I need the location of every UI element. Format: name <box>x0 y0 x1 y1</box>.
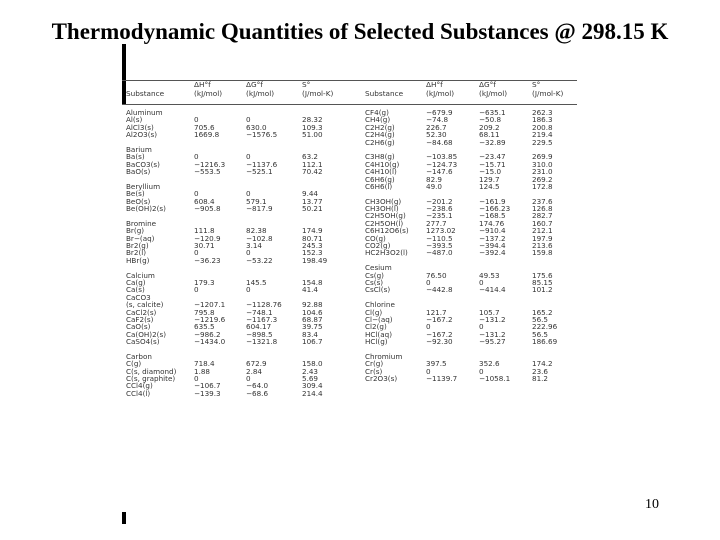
substance-cell: CaO(s) <box>126 322 151 332</box>
substance-cell: Cl(g) <box>365 307 383 317</box>
header-dgf-left: ΔG°f (kJ/mol) <box>246 80 275 98</box>
substance-cell: Chromium <box>365 351 403 361</box>
dhf-cell: −986.2 <box>194 329 221 339</box>
entropy-cell: 126.8 <box>532 204 553 214</box>
table-row <box>122 109 577 116</box>
dgf-cell: −50.8 <box>479 115 502 125</box>
entropy-cell: 92.88 <box>302 300 323 310</box>
table-row <box>122 264 577 271</box>
dhf-cell: −238.6 <box>426 204 453 214</box>
dhf-cell: −124.73 <box>426 159 458 169</box>
dgf-cell: −817.9 <box>246 204 273 214</box>
entropy-cell: 159.8 <box>532 248 553 258</box>
entropy-cell: 9.44 <box>302 189 319 199</box>
substance-cell: C(s, diamond) <box>126 366 177 376</box>
substance-cell: C4H10(g) <box>365 159 400 169</box>
entropy-cell: 174.2 <box>532 359 553 369</box>
table-row <box>122 331 577 338</box>
dgf-cell: −392.4 <box>479 248 506 258</box>
dgf-cell: 0 <box>246 285 251 295</box>
table-row <box>122 242 577 249</box>
dhf-cell: 397.5 <box>426 359 447 369</box>
dhf-cell: −235.1 <box>426 211 453 221</box>
dgf-cell: −1576.5 <box>246 130 278 140</box>
substance-cell: HC2H3O2(l) <box>365 248 408 258</box>
dgf-cell: −161.9 <box>479 196 506 206</box>
dhf-cell: −1216.3 <box>194 159 226 169</box>
entropy-cell: 63.2 <box>302 152 319 162</box>
right-table-body <box>122 109 577 382</box>
substance-cell: C(s, graphite) <box>126 374 176 384</box>
table-row <box>122 353 577 360</box>
table-row <box>122 190 577 197</box>
dhf-cell: −553.5 <box>194 167 221 177</box>
dgf-cell: 3.14 <box>246 241 263 251</box>
substance-cell: C3H8(g) <box>365 152 395 162</box>
dhf-cell: −1219.6 <box>194 314 226 324</box>
dgf-cell: −898.5 <box>246 329 273 339</box>
substance-cell: Br−(aq) <box>126 233 155 243</box>
dgf-cell: 209.2 <box>479 122 500 132</box>
table-row <box>122 249 577 256</box>
dhf-cell: −139.3 <box>194 388 221 398</box>
table-row <box>122 153 577 160</box>
entropy-cell: 13.77 <box>302 196 323 206</box>
dhf-cell: 1669.8 <box>194 130 220 140</box>
substance-cell: CaCO3 <box>126 292 151 302</box>
dgf-cell: 672.9 <box>246 359 267 369</box>
dhf-cell: 0 <box>426 322 431 332</box>
substance-cell: CO(g) <box>365 233 386 243</box>
table-row <box>122 382 577 389</box>
substance-cell: Cesium <box>365 263 392 273</box>
header-s-left: S° (J/mol-K) <box>302 80 334 98</box>
substance-cell: C2H5OH(l) <box>365 218 404 228</box>
entropy-cell: 109.3 <box>302 122 323 132</box>
dhf-cell: −106.7 <box>194 381 221 391</box>
substance-cell: Cr(g) <box>365 359 384 369</box>
entropy-cell: 282.7 <box>532 211 553 221</box>
table-row <box>122 279 577 286</box>
substance-cell: CaCl2(s) <box>126 307 157 317</box>
dhf-cell: −201.2 <box>426 196 453 206</box>
bottom-edge-mark <box>122 512 126 524</box>
dhf-cell: 0 <box>194 248 199 258</box>
entropy-cell: 186.69 <box>532 337 558 347</box>
entropy-cell: 213.6 <box>532 241 553 251</box>
substance-cell: CsCl(s) <box>365 285 391 295</box>
dgf-cell: 0 <box>246 374 251 384</box>
table-top-rule <box>122 80 577 81</box>
dgf-cell: 0 <box>246 248 251 258</box>
header-substance-right: Substance <box>365 89 404 98</box>
substance-cell: Aluminum <box>126 108 163 117</box>
scanned-table <box>122 80 577 500</box>
dgf-cell: 124.5 <box>479 181 500 191</box>
entropy-cell: 5.69 <box>302 374 319 384</box>
entropy-cell: 101.2 <box>532 285 553 295</box>
substance-cell: Al(s) <box>126 115 143 125</box>
header-substance-left: Substance <box>126 89 165 98</box>
table-row <box>122 301 577 308</box>
dgf-cell: −137.2 <box>479 233 506 243</box>
substance-cell: CH3OH(l) <box>365 204 399 214</box>
entropy-cell: 186.3 <box>532 115 553 125</box>
substance-cell: CCl4(l) <box>126 388 151 398</box>
substance-cell: Beryllium <box>126 181 161 191</box>
substance-cell: BaCO3(s) <box>126 159 160 169</box>
table-row <box>122 294 577 301</box>
substance-cell: Bromine <box>126 218 157 228</box>
dhf-cell: 0 <box>194 152 199 162</box>
table-row <box>122 205 577 212</box>
substance-cell: C2H2(g) <box>365 122 395 132</box>
dgf-cell: −23.47 <box>479 152 506 162</box>
dhf-cell: 226.7 <box>426 122 447 132</box>
substance-cell: Cs(g) <box>365 270 384 280</box>
dgf-cell: 0 <box>246 152 251 162</box>
dgf-cell: 579.1 <box>246 196 267 206</box>
dgf-cell: −910.4 <box>479 226 506 236</box>
substance-cell: Br2(l) <box>126 248 147 258</box>
dgf-cell: −131.2 <box>479 329 506 339</box>
table-row <box>122 168 577 175</box>
entropy-cell: 104.6 <box>302 307 323 317</box>
dhf-cell: −905.8 <box>194 204 221 214</box>
dhf-cell: 52.30 <box>426 130 447 140</box>
entropy-cell: 175.6 <box>532 270 553 280</box>
dgf-cell: −95.27 <box>479 337 506 347</box>
dhf-cell: −679.9 <box>426 108 453 117</box>
substance-cell: CCl4(g) <box>126 381 153 391</box>
entropy-cell: 212.1 <box>532 226 553 236</box>
table-row <box>122 220 577 227</box>
table-row <box>122 124 577 131</box>
substance-cell: BaO(s) <box>126 167 151 177</box>
table-row <box>122 146 577 153</box>
dgf-cell: −53.22 <box>246 255 273 265</box>
dgf-cell: −1321.8 <box>246 337 278 347</box>
dhf-cell: −120.9 <box>194 233 221 243</box>
entropy-cell: 269.9 <box>532 152 553 162</box>
substance-cell: Cl2(g) <box>365 322 387 332</box>
substance-cell: C2H5OH(g) <box>365 211 406 221</box>
dhf-cell: −1207.1 <box>194 300 226 310</box>
substance-cell: Al2O3(s) <box>126 130 158 140</box>
dhf-cell: 0 <box>194 374 199 384</box>
dhf-cell: 76.50 <box>426 270 447 280</box>
table-row <box>122 272 577 279</box>
substance-cell: CH4(g) <box>365 115 391 125</box>
dhf-cell: 608.4 <box>194 196 215 206</box>
entropy-cell: 165.2 <box>532 307 553 317</box>
dgf-cell: 0 <box>479 366 484 376</box>
entropy-cell: 160.7 <box>532 218 553 228</box>
table-row <box>122 390 577 397</box>
table-row <box>122 360 577 367</box>
substance-cell: CaSO4(s) <box>126 337 160 347</box>
dgf-cell: −1137.6 <box>246 159 278 169</box>
dgf-cell: −525.1 <box>246 167 273 177</box>
entropy-cell: 83.4 <box>302 329 319 339</box>
dhf-cell: −1139.7 <box>426 374 458 384</box>
entropy-cell: 152.3 <box>302 248 323 258</box>
dgf-cell: −32.89 <box>479 137 506 147</box>
entropy-cell: 70.42 <box>302 167 323 177</box>
dhf-cell: −84.68 <box>426 137 453 147</box>
substance-cell: Carbon <box>126 351 152 361</box>
dgf-cell: 2.84 <box>246 366 263 376</box>
substance-cell: C4H10(l) <box>365 167 397 177</box>
dgf-cell: −1128.76 <box>246 300 282 310</box>
substance-cell: CH3OH(g) <box>365 196 402 206</box>
entropy-cell: 214.4 <box>302 388 323 398</box>
substance-cell: C2H6(g) <box>365 137 395 147</box>
header-s-right: S° (J/mol-K) <box>532 80 564 98</box>
dgf-cell: −168.5 <box>479 211 506 221</box>
entropy-cell: 39.75 <box>302 322 323 332</box>
dhf-cell: 635.5 <box>194 322 215 332</box>
substance-cell: Chlorine <box>365 300 395 310</box>
dhf-cell: −110.5 <box>426 233 453 243</box>
table-row <box>122 257 577 264</box>
table-row <box>122 116 577 123</box>
dhf-cell: 0 <box>194 189 199 199</box>
dgf-cell: −68.6 <box>246 388 269 398</box>
entropy-cell: 174.9 <box>302 226 323 236</box>
table-row <box>122 235 577 242</box>
table-header-rule <box>122 104 577 105</box>
page-number: 10 <box>645 497 659 512</box>
entropy-cell: 50.21 <box>302 204 323 214</box>
entropy-cell: 23.6 <box>532 366 549 376</box>
substance-cell: Ba(s) <box>126 152 145 162</box>
dhf-cell: −36.23 <box>194 255 221 265</box>
dgf-cell: −414.4 <box>479 285 506 295</box>
substance-cell: C6H12O6(s) <box>365 226 409 236</box>
entropy-cell: 197.9 <box>532 233 553 243</box>
entropy-cell: 51.00 <box>302 130 323 140</box>
dgf-cell: 105.7 <box>479 307 500 317</box>
dhf-cell: 705.6 <box>194 122 215 132</box>
substance-cell: Be(s) <box>126 189 145 199</box>
dgf-cell: −102.8 <box>246 233 273 243</box>
entropy-cell: 262.3 <box>532 108 553 117</box>
dgf-cell: −166.23 <box>479 204 511 214</box>
header-dgf-right: ΔG°f (kJ/mol) <box>479 80 508 98</box>
table-row <box>122 375 577 382</box>
table-row <box>122 346 577 353</box>
dhf-cell: −442.8 <box>426 285 453 295</box>
entropy-cell: 112.1 <box>302 159 323 169</box>
entropy-cell: 200.8 <box>532 122 553 132</box>
table-row <box>122 139 577 146</box>
dhf-cell: 1273.02 <box>426 226 456 236</box>
dgf-cell: 0 <box>246 189 251 199</box>
dhf-cell: 1.88 <box>194 366 211 376</box>
table-row <box>122 161 577 168</box>
substance-cell: HCl(g) <box>365 337 388 347</box>
table-row <box>122 131 577 138</box>
dhf-cell: −74.8 <box>426 115 449 125</box>
dhf-cell: −393.5 <box>426 241 453 251</box>
dgf-cell: −15.0 <box>479 167 502 177</box>
dgf-cell: 82.38 <box>246 226 267 236</box>
dhf-cell: 0 <box>426 366 431 376</box>
substance-cell: Ca(OH)2(s) <box>126 329 167 339</box>
substance-cell: (s, calcite) <box>126 300 164 310</box>
entropy-cell: 245.3 <box>302 241 323 251</box>
entropy-cell: 310.0 <box>532 159 553 169</box>
dhf-cell: 30.71 <box>194 241 215 251</box>
entropy-cell: 68.87 <box>302 314 323 324</box>
dgf-cell: −131.2 <box>479 314 506 324</box>
dhf-cell: −92.30 <box>426 337 453 347</box>
dhf-cell: −167.2 <box>426 329 453 339</box>
substance-cell: AlCl3(s) <box>126 122 154 132</box>
dgf-cell: 129.7 <box>479 174 500 184</box>
dhf-cell: −1434.0 <box>194 337 226 347</box>
substance-cell: Calcium <box>126 270 155 280</box>
dgf-cell: −635.1 <box>479 108 506 117</box>
substance-cell: C2H4(g) <box>365 130 395 140</box>
dhf-cell: 0 <box>194 285 199 295</box>
substance-cell: BeO(s) <box>126 196 151 206</box>
table-row <box>122 323 577 330</box>
entropy-cell: 41.4 <box>302 285 319 295</box>
table-row <box>122 316 577 323</box>
substance-cell: CF4(g) <box>365 108 389 117</box>
entropy-cell: 80.71 <box>302 233 323 243</box>
entropy-cell: 2.43 <box>302 366 319 376</box>
substance-cell: Barium <box>126 144 152 154</box>
dhf-cell: 179.3 <box>194 277 215 287</box>
dgf-cell: −64.0 <box>246 381 269 391</box>
table-row <box>122 212 577 219</box>
substance-cell: C6H6(g) <box>365 174 395 184</box>
table-row <box>122 183 577 190</box>
table-row <box>122 286 577 293</box>
entropy-cell: 219.4 <box>532 130 553 140</box>
entropy-cell: 158.0 <box>302 359 323 369</box>
dgf-cell: −394.4 <box>479 241 506 251</box>
entropy-cell: 222.96 <box>532 322 558 332</box>
substance-cell: C(g) <box>126 359 142 369</box>
dgf-cell: −1058.1 <box>479 374 511 384</box>
entropy-cell: 56.5 <box>532 314 549 324</box>
entropy-cell: 198.49 <box>302 255 328 265</box>
dhf-cell: −487.0 <box>426 248 453 258</box>
dgf-cell: 49.53 <box>479 270 500 280</box>
entropy-cell: 309.4 <box>302 381 323 391</box>
dgf-cell: 174.76 <box>479 218 505 228</box>
entropy-cell: 85.15 <box>532 277 553 287</box>
dgf-cell: −15.71 <box>479 159 506 169</box>
substance-cell: Cr2O3(s) <box>365 374 398 384</box>
substance-cell: HBr(g) <box>126 255 150 265</box>
substance-cell: CaF2(s) <box>126 314 154 324</box>
dhf-cell: 277.7 <box>426 218 447 228</box>
substance-cell: HCl(aq) <box>365 329 392 339</box>
dhf-cell: 718.4 <box>194 359 215 369</box>
dhf-cell: −167.2 <box>426 314 453 324</box>
substance-cell: Cl−(aq) <box>365 314 393 324</box>
dhf-cell: −103.85 <box>426 152 458 162</box>
substance-cell: Cs(s) <box>365 277 384 287</box>
table-row <box>122 227 577 234</box>
header-dhf-right: ΔH°f (kJ/mol) <box>426 80 455 98</box>
entropy-cell: 269.2 <box>532 174 553 184</box>
substance-cell: CO2(g) <box>365 241 391 251</box>
dhf-cell: 82.9 <box>426 174 443 184</box>
dgf-cell: 352.6 <box>479 359 500 369</box>
table-row <box>122 176 577 183</box>
dgf-cell: −748.1 <box>246 307 273 317</box>
dgf-cell: 0 <box>246 115 251 125</box>
entropy-cell: 172.8 <box>532 181 553 191</box>
substance-cell: Ca(s) <box>126 285 145 295</box>
dgf-cell: 604.17 <box>246 322 272 332</box>
dhf-cell: 111.8 <box>194 226 215 236</box>
dhf-cell: 0 <box>426 277 431 287</box>
substance-cell: Br(g) <box>126 226 145 236</box>
entropy-cell: 237.6 <box>532 196 553 206</box>
table-row <box>122 309 577 316</box>
entropy-cell: 154.8 <box>302 277 323 287</box>
dgf-cell: −1167.3 <box>246 314 278 324</box>
entropy-cell: 28.32 <box>302 115 323 125</box>
substance-cell: Ca(g) <box>126 277 146 287</box>
substance-cell: C6H6(l) <box>365 181 393 191</box>
entropy-cell: 229.5 <box>532 137 553 147</box>
dgf-cell: 630.0 <box>246 122 267 132</box>
dhf-cell: −147.6 <box>426 167 453 177</box>
entropy-cell: 106.7 <box>302 337 323 347</box>
substance-cell: Br2(g) <box>126 241 149 251</box>
entropy-cell: 81.2 <box>532 374 549 384</box>
dgf-cell: 0 <box>479 322 484 332</box>
header-dhf-left: ΔH°f (kJ/mol) <box>194 80 223 98</box>
entropy-cell: 56.5 <box>532 329 549 339</box>
dgf-cell: 0 <box>479 277 484 287</box>
dhf-cell: 0 <box>194 115 199 125</box>
dhf-cell: 795.8 <box>194 307 215 317</box>
dhf-cell: 49.0 <box>426 181 443 191</box>
entropy-cell: 231.0 <box>532 167 553 177</box>
table-row <box>122 338 577 345</box>
dgf-cell: 68.11 <box>479 130 500 140</box>
dhf-cell: 121.7 <box>426 307 447 317</box>
dgf-cell: 145.5 <box>246 277 267 287</box>
substance-cell: Be(OH)2(s) <box>126 204 166 214</box>
slide-title: Thermodynamic Quantities of Selected Substances @ 298.15 K <box>51 19 669 44</box>
substance-cell: Cr(s) <box>365 366 383 376</box>
